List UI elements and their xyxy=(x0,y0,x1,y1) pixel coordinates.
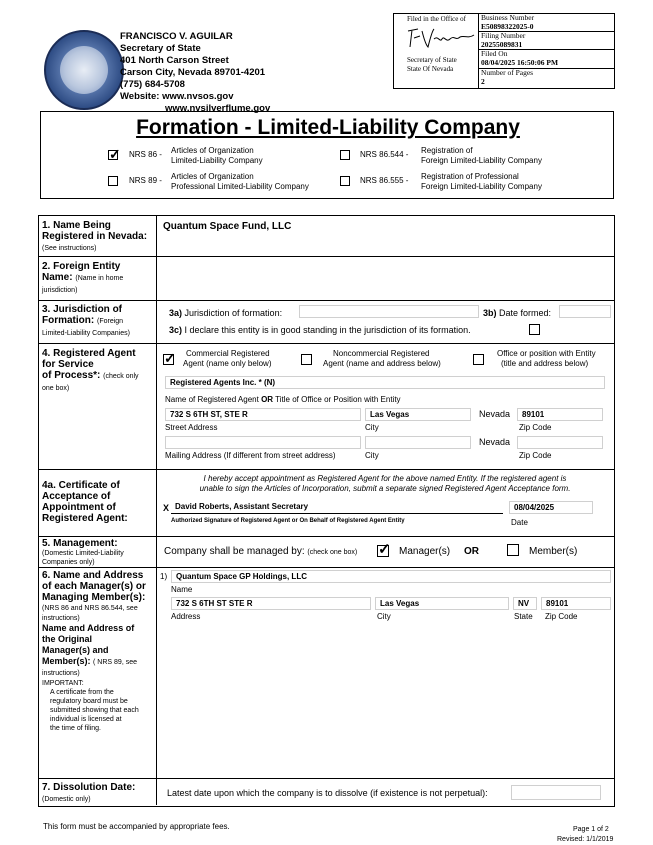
section6-label: 6. Name and Address of each Manager(s) or Managing Member(s): (NRS 86 and NRS 86.544, see instructions) Name and Address of the Original Manager(s) and Member(s): ( NRS 89, see instructions) IMPORTANT: A certificate from the regulatory board must be submitted showing that each individual is licensed at the time of filing. xyxy=(42,570,146,732)
filed-on-cell xyxy=(479,50,614,69)
nrs86-555-code: NRS 86.555 - xyxy=(360,176,409,185)
filing-number: 20255089831 xyxy=(481,39,523,49)
section4-label: 4. Registered Agent for Service of Process*: (check only one box) xyxy=(42,348,139,392)
mailing-zip-input[interactable] xyxy=(517,436,603,449)
signature-mark xyxy=(404,25,476,51)
revised-date: Revised: 1/1/2019 xyxy=(557,836,614,843)
manager-name-caption: Name xyxy=(171,585,193,594)
state-label: State Of Nevada xyxy=(407,65,454,73)
dissolution-date-input[interactable] xyxy=(511,785,601,800)
address-line-2: Carson City, Nevada 89701-4201 xyxy=(120,67,266,78)
filed-on-label: Filed On xyxy=(481,49,508,58)
office-position-checkbox[interactable] xyxy=(473,354,484,365)
jurisdiction-label: 3a) Jurisdiction of formation: xyxy=(169,308,283,318)
manager-name-input[interactable]: Quantum Space GP Holdings, LLC xyxy=(171,570,611,583)
nrs86-line1: Articles of Organization xyxy=(171,146,254,155)
pages-cell xyxy=(479,69,614,88)
noncommercial-agent-checkbox[interactable] xyxy=(301,354,312,365)
nrs86-544-line1: Registration of xyxy=(421,146,473,155)
official-title: Secretary of State xyxy=(120,43,201,54)
fees-note: This form must be accompanied by appropriate fees. xyxy=(43,822,230,831)
dissolution-text: Latest date upon which the company is to dissolve (if existence is not perpetual): xyxy=(167,788,488,798)
nrs86-line2: Limited-Liability Company xyxy=(171,156,263,165)
website-2[interactable]: www.nvsilverflume.gov xyxy=(165,103,271,114)
website-label: Website: xyxy=(120,91,160,102)
agent-street-input[interactable]: 732 S 6TH ST, STE R xyxy=(165,408,361,421)
nrs86-544-line2: Foreign Limited-Liability Company xyxy=(421,156,542,165)
nrs86-code: NRS 86 - xyxy=(129,150,162,159)
nrs86-555-checkbox[interactable] xyxy=(340,176,350,186)
manager-city-input[interactable]: Las Vegas xyxy=(375,597,509,610)
nrs86-544-checkbox[interactable] xyxy=(340,150,350,160)
mailing-caption: Mailing Address (If different from street address) xyxy=(165,451,336,460)
management-text: Company shall be managed by: (check one box) xyxy=(164,546,358,557)
nrs89-checkbox[interactable] xyxy=(108,176,118,186)
manager-state-caption: State xyxy=(514,612,533,621)
official-name: FRANCISCO V. AGUILAR xyxy=(120,31,233,42)
commercial-agent-checkbox[interactable]: ✓ xyxy=(164,350,176,366)
nevada-state-seal xyxy=(44,30,124,110)
filed-on: 08/04/2025 16:50:06 PM xyxy=(481,57,559,67)
office-position-label: Office or position with Entity (title and address below) xyxy=(497,349,596,368)
pages-label: Number of Pages xyxy=(481,68,534,77)
signature-input[interactable]: David Roberts, Assistant Secretary xyxy=(171,501,503,514)
header-block xyxy=(120,31,270,115)
form-title-box xyxy=(40,111,614,199)
business-number-label: Business Number xyxy=(481,13,535,22)
form-title: Formation - Limited-Liability Company xyxy=(136,116,520,139)
section5-label: 5. Management: (Domestic Limited-Liability Companies only) xyxy=(42,538,124,566)
date-formed-input[interactable] xyxy=(559,305,611,318)
managers-checkbox[interactable]: ✓ xyxy=(378,541,391,558)
commercial-agent-label: Commercial Registered Agent (name only below) xyxy=(183,349,272,368)
filed-office-label: Filed in the Office of xyxy=(407,15,466,23)
noncommercial-agent-label: Noncommercial Registered Agent (name and address below) xyxy=(323,349,441,368)
main-form xyxy=(38,215,615,807)
manager-zip-input[interactable]: 89101 xyxy=(541,597,611,610)
mailing-state: Nevada xyxy=(479,437,511,447)
mailing-city-caption: City xyxy=(365,451,379,460)
manager-zip-caption: Zip Code xyxy=(545,612,578,621)
section2-label: 2. Foreign Entity Name: (Name in home jurisdiction) xyxy=(42,261,124,294)
date-caption: Date xyxy=(511,518,528,527)
manager-address-input[interactable]: 732 S 6TH ST STE R xyxy=(171,597,371,610)
good-standing-label: 3c) I declare this entity is in good standing in the jurisdiction of its formation. xyxy=(169,325,471,335)
business-number: E50898322025-0 xyxy=(481,21,534,31)
agent-state: Nevada xyxy=(479,409,511,419)
street-caption: Street Address xyxy=(165,423,218,432)
business-number-cell xyxy=(479,14,614,32)
section3-label: 3. Jurisdiction of Formation: (Foreign Limited-Liability Companies) xyxy=(42,304,130,337)
nrs89-code: NRS 89 - xyxy=(129,176,162,185)
pages: 2 xyxy=(481,76,485,86)
or-label: OR xyxy=(464,546,479,557)
section1-label: 1. Name Being Registered in Nevada: (See instructions) xyxy=(42,220,148,252)
address-line-1: 401 North Carson Street xyxy=(120,55,229,66)
section7-label: 7. Dissolution Date: (Domestic only) xyxy=(42,782,136,803)
nrs89-line1: Articles of Organization xyxy=(171,172,254,181)
manager-address-caption: Address xyxy=(171,612,201,621)
date-formed-label: 3b) Date formed: xyxy=(483,308,552,318)
jurisdiction-input[interactable] xyxy=(299,305,479,318)
acceptance-statement: I hereby accept appointment as Registered Agent for the above named Entity. If the registered agent is unable to sign the Articles of Incorporation, submit a separate signed Registered Agent Acceptance form. xyxy=(199,474,571,493)
nrs86-555-line2: Foreign Limited-Liability Company xyxy=(421,182,542,191)
signature-date-input[interactable]: 08/04/2025 xyxy=(509,501,593,514)
members-label: Member(s) xyxy=(529,546,578,557)
nrs86-checkbox[interactable]: ✓ xyxy=(109,146,121,162)
filing-stamp-box xyxy=(393,13,615,89)
manager-number: 1) xyxy=(160,572,168,581)
nrs89-line2: Professional Limited-Liability Company xyxy=(171,182,309,191)
managers-label: Manager(s) xyxy=(399,546,451,557)
agent-name-input[interactable]: Registered Agents Inc. * (N) xyxy=(165,376,605,389)
agent-zip-input[interactable]: 89101 xyxy=(517,408,603,421)
secretary-label: Secretary of State xyxy=(407,56,457,64)
good-standing-checkbox[interactable] xyxy=(529,324,540,335)
mailing-address-input[interactable] xyxy=(165,436,361,449)
filing-number-label: Filing Number xyxy=(481,31,526,40)
signature-x: X xyxy=(163,503,170,513)
page-number: Page 1 of 2 xyxy=(573,826,609,833)
agent-city-input[interactable]: Las Vegas xyxy=(365,408,471,421)
nrs86-544-code: NRS 86.544 - xyxy=(360,150,409,159)
section4a-label: 4a. Certificate of Acceptance of Appointment of Registered Agent: xyxy=(42,480,128,524)
signature-caption: Authorized Signature of Registered Agent or On Behalf of Registered Agent Entity xyxy=(171,518,405,524)
nrs86-555-line1: Registration of Professional xyxy=(421,172,519,181)
zip-caption: Zip Code xyxy=(519,423,552,432)
members-checkbox[interactable] xyxy=(507,544,519,556)
mailing-zip-caption: Zip Code xyxy=(519,451,552,460)
filing-number-cell xyxy=(479,32,614,50)
city-caption: City xyxy=(365,423,379,432)
manager-city-caption: City xyxy=(377,612,391,621)
manager-state-input[interactable]: NV xyxy=(513,597,537,610)
phone: (775) 684-5708 xyxy=(120,79,185,90)
website-1[interactable]: www.nvsos.gov xyxy=(162,91,234,102)
entity-name[interactable]: Quantum Space Fund, LLC xyxy=(163,221,292,232)
agent-name-caption: Name of Registered Agent OR Title of Office or Position with Entity xyxy=(165,395,401,404)
mailing-city-input[interactable] xyxy=(365,436,471,449)
